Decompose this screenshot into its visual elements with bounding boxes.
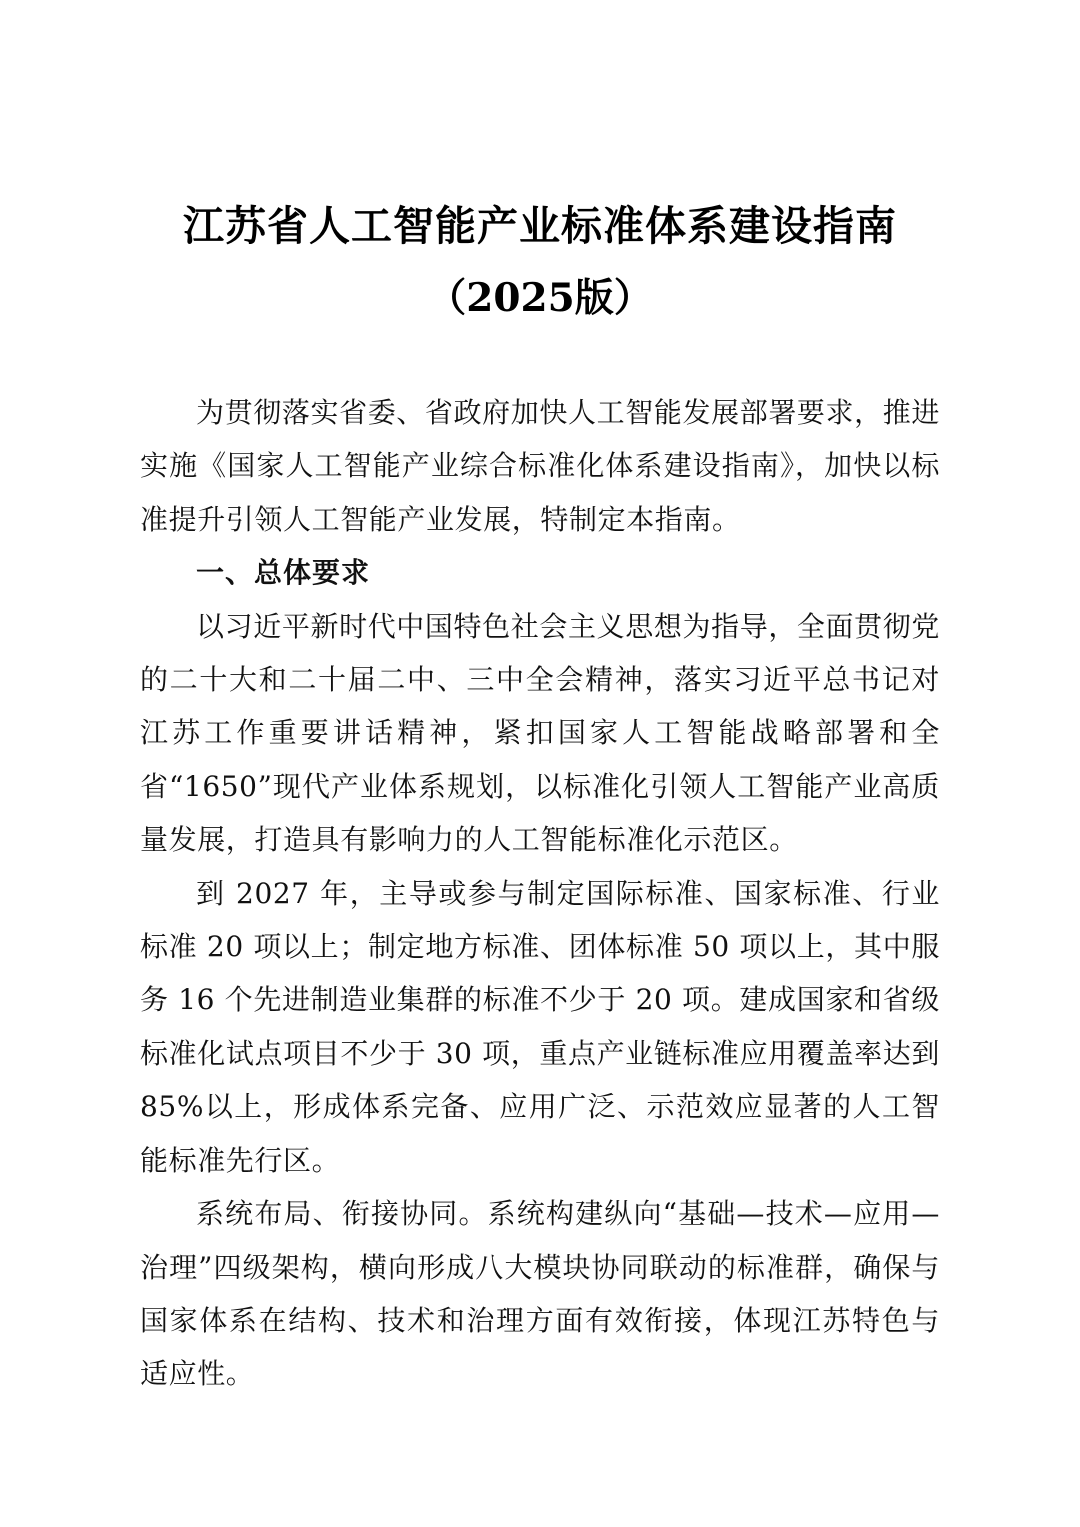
guiding-ideology-paragraph: 以习近平新时代中国特色社会主义思想为指导，全面贯彻党的二十大和二十届二中、三中全会精神，落实习近平总书记对江苏工作重要讲话精神，紧扣国家人工智能战略部署和全省“1650”现代产业体系规划，以标准化引领人工智能产业高质量发展，打造具有影响力的人工智能标准化示范区。	[140, 609, 940, 857]
intro-paragraph: 为贯彻落实省委、省政府加快人工智能发展部署要求，推进实施《国家人工智能产业综合标准化体系建设指南》，加快以标准提升引领人工智能产业发展，特制定本指南。	[140, 396, 940, 536]
principle-lead: 系统布局、衔接协同。	[196, 1197, 488, 1231]
document-title: 江苏省人工智能产业标准体系建设指南	[183, 202, 897, 250]
principle-paragraph	[140, 1187, 940, 1401]
principle-text: 系统构建纵向“基础—技术—应用—治理”四级架构，横向形成八大模块协同联动的标准群，确保与国家体系在结构、技术和治理方面有效衔接，体现江苏特色与适应性。	[140, 1197, 940, 1391]
document-edition: （2025版）	[427, 275, 653, 321]
document-body	[140, 386, 940, 1401]
section-heading-general-requirements: 一、总体要求	[196, 556, 371, 590]
targets-2027-paragraph: 到 2027 年，主导或参与制定国际标准、国家标准、行业标准 20 项以上；制定地方标准、团体标准 50 项以上，其中服务 16 个先进制造业集群的标准不少于 20 项。建成国家和省级标准化试点项目不少于 30 项，重点产业链标准应用覆盖率达到 85%以上，形成体系完备、应用广泛、示范效应显著的人工智能标准先行区。	[140, 876, 940, 1177]
